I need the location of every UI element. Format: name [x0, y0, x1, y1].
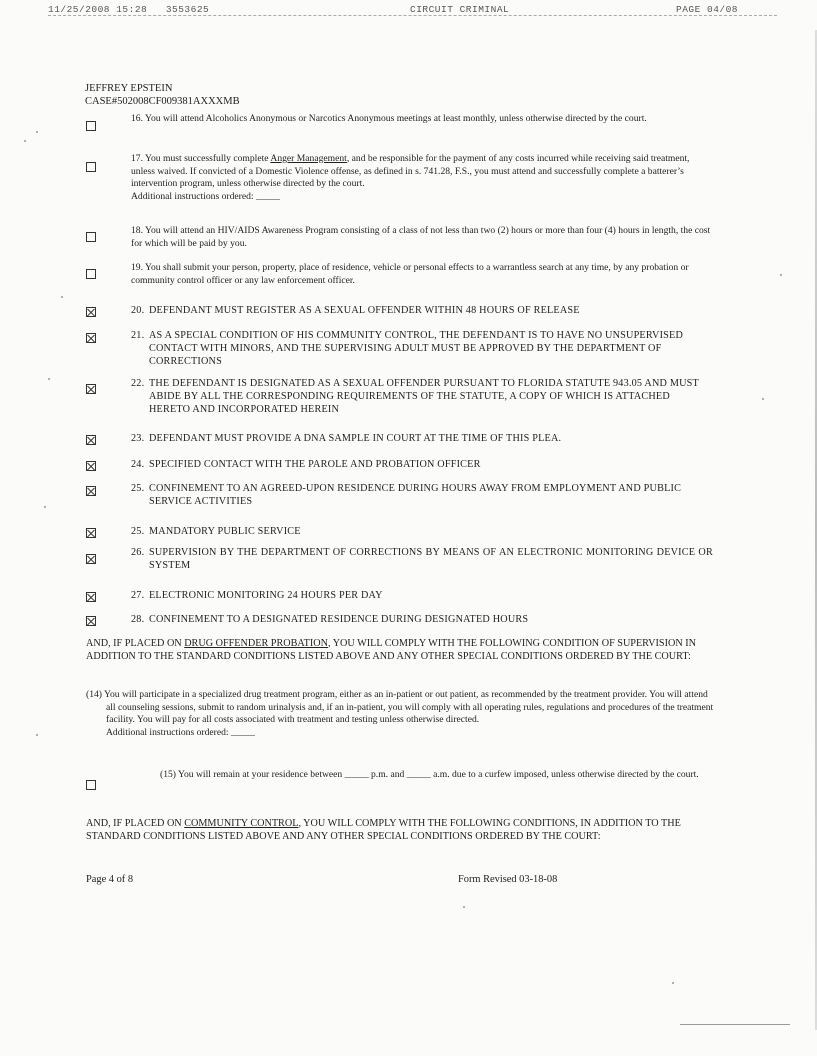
scan-speck [463, 906, 465, 908]
drug-condition-14 [86, 689, 717, 739]
checkbox-28[interactable] [86, 616, 96, 626]
case-number: CASE#502008CF009381AXXXMB [85, 96, 240, 107]
condition-21-text: AS A SPECIAL CONDITION OF HIS COMMUNITY CONTROL, THE DEFENDANT IS TO HAVE NO UNSUPERVISED CONTACT WITH MINORS, AND THE SUPERVISING ADULT MUST BE APPROVED BY THE DEPARTMENT OF CORRECTIONS [149, 330, 684, 367]
condition-19-text: 19. You shall submit your person, property, place of residence, vehicle or personal effects to a warrantless search at any time, by any probation or community control officer or any law enforcement officer. [131, 262, 689, 286]
scan-speck [48, 378, 50, 380]
condition-26-text: SUPERVISION BY THE DEPARTMENT OF CORRECTIONS BY MEANS OF AN ELECTRONIC MONITORING DEVICE OR SYSTEM [149, 547, 713, 571]
condition-26-num: 26. [131, 547, 145, 558]
drug-condition-14-text: (14) You will participate in a specialized drug treatment program, either as an in-patient or out patient, as recommended by the treatment provider. You will attend all counseling sessions, submit to random urinalysis and, if an in-patient, you will comply with all operating rules, regulations and procedures of the treatment facility. You will pay for all costs associated with treatment and testing unless otherwise directed. [86, 689, 714, 725]
scan-speck [36, 131, 38, 133]
condition-25b-num: 25. [131, 526, 145, 537]
condition-27-num: 27. [131, 590, 145, 601]
checkbox-18[interactable] [86, 232, 96, 242]
scan-line [680, 1024, 790, 1025]
condition-24-text: SPECIFIED CONTACT WITH THE PAROLE AND PROBATION OFFICER [149, 459, 481, 470]
condition-23-num: 23. [131, 433, 145, 444]
fax-header [48, 4, 777, 18]
fax-page: PAGE 04/08 [676, 4, 739, 15]
drug-probation-term: DRUG OFFENDER PROBATION [184, 638, 328, 649]
checkbox-25b[interactable] [86, 528, 96, 538]
drug-probation-heading: AND, IF PLACED ON DRUG OFFENDER PROBATION, YOU WILL COMPLY WITH THE FOLLOWING CONDITION OF SUPERVISION IN ADDITION TO THE STANDARD CONDITIONS LISTED ABOVE AND ANY OTHER SPECIAL CONDITIONS ORDERED BY THE COURT: [86, 638, 696, 662]
defendant-name: JEFFREY EPSTEIN [85, 83, 173, 94]
condition-18-text: 18. You will attend an HIV/AIDS Awareness Program consisting of a class of not less than two (2) hours or more than four (4) hours in length, the cost for which will be paid by you. [131, 225, 711, 249]
drug-condition-14-extra: Additional instructions ordered: _____ [106, 726, 255, 738]
fax-department: CIRCUIT CRIMINAL [410, 4, 510, 15]
checkbox-27[interactable] [86, 592, 96, 602]
checkbox-21[interactable] [86, 333, 96, 343]
scan-speck [762, 398, 764, 400]
page-number: Page 4 of 8 [86, 874, 134, 885]
checkbox-26[interactable] [86, 554, 96, 564]
condition-25b-text: MANDATORY PUBLIC SERVICE [149, 526, 301, 537]
condition-17-extra: Additional instructions ordered: _____ [131, 190, 280, 202]
checkbox-19[interactable] [86, 269, 96, 279]
condition-25a-num: 25. [131, 483, 145, 494]
checkbox-16[interactable] [86, 121, 96, 131]
condition-20-text: DEFENDANT MUST REGISTER AS A SEXUAL OFFENDER WITHIN 48 HOURS OF RELEASE [149, 305, 580, 316]
scan-speck [44, 506, 46, 508]
defendant-block [85, 82, 240, 108]
checkbox-22[interactable] [86, 384, 96, 394]
community-control-term: COMMUNITY CONTROL [184, 818, 299, 829]
fax-number: 3553625 [165, 4, 210, 15]
condition-28-num: 28. [131, 614, 145, 625]
scan-speck [36, 734, 38, 736]
condition-25a-text: CONFINEMENT TO AN AGREED-UPON RESIDENCE DURING HOURS AWAY FROM EMPLOYMENT AND PUBLIC SERVICE ACTIVITIES [149, 483, 682, 507]
condition-22-num: 22. [131, 378, 145, 389]
scan-speck [24, 140, 26, 142]
community-control-heading: AND, IF PLACED ON COMMUNITY CONTROL, YOU WILL COMPLY WITH THE FOLLOWING CONDITIONS, IN ADDITION TO THE STANDARD CONDITIONS LISTED ABOVE AND ANY OTHER SPECIAL CONDITIONS ORDERED BY THE COURT: [86, 818, 681, 842]
condition-27-text: ELECTRONIC MONITORING 24 HOURS PER DAY [149, 590, 383, 601]
condition-23-text: DEFENDANT MUST PROVIDE A DNA SAMPLE IN COURT AT THE TIME OF THIS PLEA. [149, 433, 562, 444]
checkbox-15[interactable] [86, 780, 96, 790]
scan-speck [61, 296, 63, 298]
condition-17-text: 17. You must successfully complete Anger Management, and be responsible for the payment of any costs incurred while receiving said treatment, unless waived. If convicted of a Domestic Violence offense, as defined in s. 741.28, F.S., you must attend and successfully complete a batterer’s intervention program, unless otherwise directed by the court. Additional instructions ordered: _____ [131, 153, 690, 202]
checkbox-23[interactable] [86, 435, 96, 445]
fax-header-rule [48, 15, 777, 16]
checkbox-24[interactable] [86, 461, 96, 471]
condition-24-num: 24. [131, 459, 145, 470]
checkbox-17[interactable] [86, 162, 96, 172]
form-revision: Form Revised 03-18-08 [458, 874, 558, 885]
scan-speck [672, 982, 674, 984]
condition-16-text: 16. You will attend Alcoholics Anonymous or Narcotics Anonymous meetings at least monthly, unless otherwise directed by the court. [131, 113, 647, 124]
scan-speck [780, 274, 782, 276]
condition-22-text: THE DEFENDANT IS DESIGNATED AS A SEXUAL OFFENDER PURSUANT TO FLORIDA STATUTE 943.05 AND MUST ABIDE BY ALL THE CORRESPONDING REQUIREMENTS OF THE STATUTE, A COPY OF WHICH IS ATTACHED HERETO AND INCORPORATED HEREIN [149, 378, 699, 415]
checkbox-20[interactable] [86, 307, 96, 317]
condition-20-num: 20. [131, 305, 145, 316]
condition-28-text: CONFINEMENT TO A DESIGNATED RESIDENCE DURING DESIGNATED HOURS [149, 614, 529, 625]
fax-timestamp: 11/25/2008 15:28 3553625 [48, 4, 210, 15]
anger-management-link: Anger Management [270, 153, 347, 164]
checkbox-25a[interactable] [86, 486, 96, 496]
drug-condition-15-text: (15) You will remain at your residence between _____ p.m. and _____ a.m. due to a curfew imposed, unless otherwise directed by the court. [160, 769, 699, 780]
condition-21-num: 21. [131, 330, 145, 341]
